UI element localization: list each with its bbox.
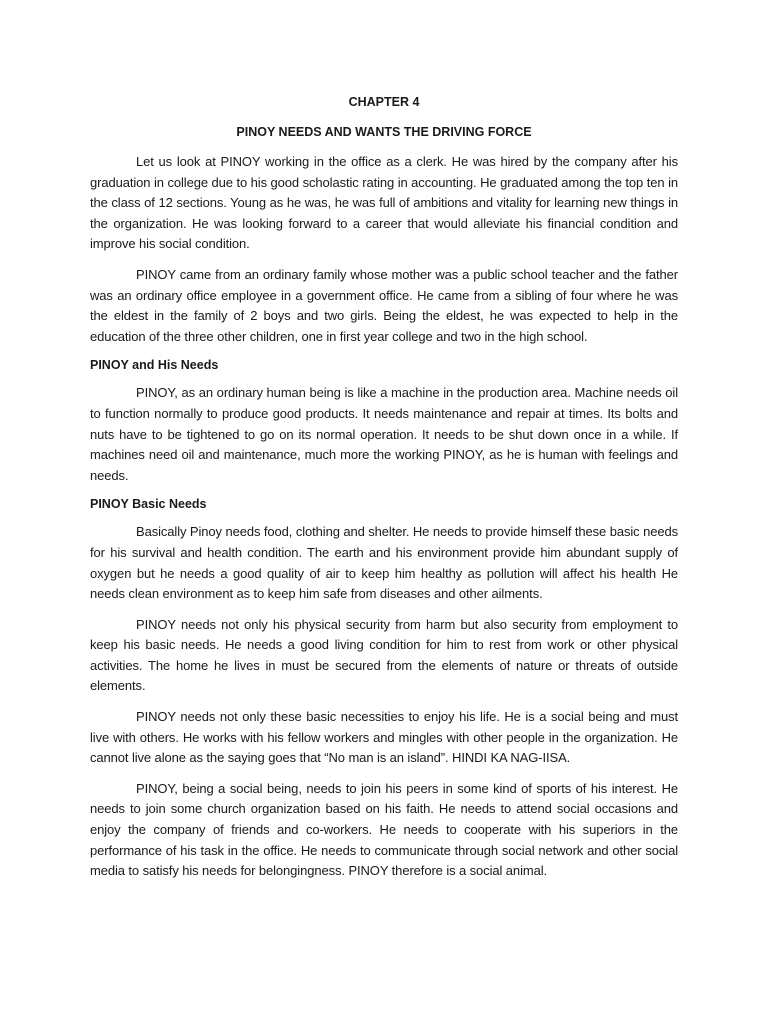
- needs-paragraph-1: PINOY, as an ordinary human being is like a machine in the production area. Machine needs oil to function normally to produce good products. It needs maintenance and repair at times. Its bolts and nuts have to be tightened to go on its normal operation. It needs to be shut down once in a while. If machines need oil and maintenance, much more the working PINOY, as he is human with feelings and needs.: [90, 385, 678, 483]
- section-heading-needs: PINOY and His Needs: [90, 358, 219, 373]
- basic-needs-paragraph-1: Basically Pinoy needs food, clothing and shelter. He needs to provide himself these basic needs for his survival and health condition. The earth and his environment provide him abundant supply of oxygen but he needs a good quality of air to keep him healthy as pollution will affect his health He needs clean environment as to keep him safe from diseases and other ailments.: [90, 524, 678, 602]
- section-heading-basic-needs: PINOY Basic Needs: [90, 497, 207, 512]
- basic-needs-paragraph-3: PINOY needs not only these basic necessities to enjoy his life. He is a social being and must live with others. He works with his fellow workers and mingles with other people in the organization. He cannot live alone as the saying goes that “No man is an island”. HINDI KA NAG-IISA.: [90, 709, 678, 766]
- chapter-label: CHAPTER 4: [348, 95, 420, 109]
- document-body: [90, 94, 678, 892]
- basic-needs-paragraph-2: PINOY needs not only his physical security from harm but also security from employment to keep his basic needs. He needs a good living condition for him to rest from work or other physical activities. The home he lives in must be secured from the elements of nature or threats of outside elements.: [90, 616, 678, 694]
- basic-needs-paragraph-4: PINOY, being a social being, needs to join his peers in some kind of sports of his interest. He needs to join some church organization based on his faith. He needs to attend social occasions and enjoy the company of friends and co-workers. He needs to cooperate with his superiors in the performance of his task in the office. He needs to communicate through social network and other social media to satisfy his needs for belongingness. PINOY therefore is a social animal.: [90, 780, 678, 879]
- chapter-title: PINOY NEEDS AND WANTS THE DRIVING FORCE: [236, 125, 532, 139]
- intro-paragraph-2: PINOY came from an ordinary family whose mother was a public school teacher and the father was an ordinary office employee in a government office. He came from a sibling of four where he was the eldest in the family of 2 boys and two girls. Being the eldest, he was expected to help in the education of the three other children, one in first year college and two in the high school.: [90, 266, 678, 344]
- intro-paragraph-1: Let us look at PINOY working in the office as a clerk. He was hired by the company after his graduation in college due to his good scholastic rating in accounting. He graduated among the top ten in the class of 12 sections. Young as he was, he was full of ambitions and vitality for learning new things in the organization. He was looking forward to a career that would alleviate his financial condition and improve his social condition.: [90, 154, 678, 252]
